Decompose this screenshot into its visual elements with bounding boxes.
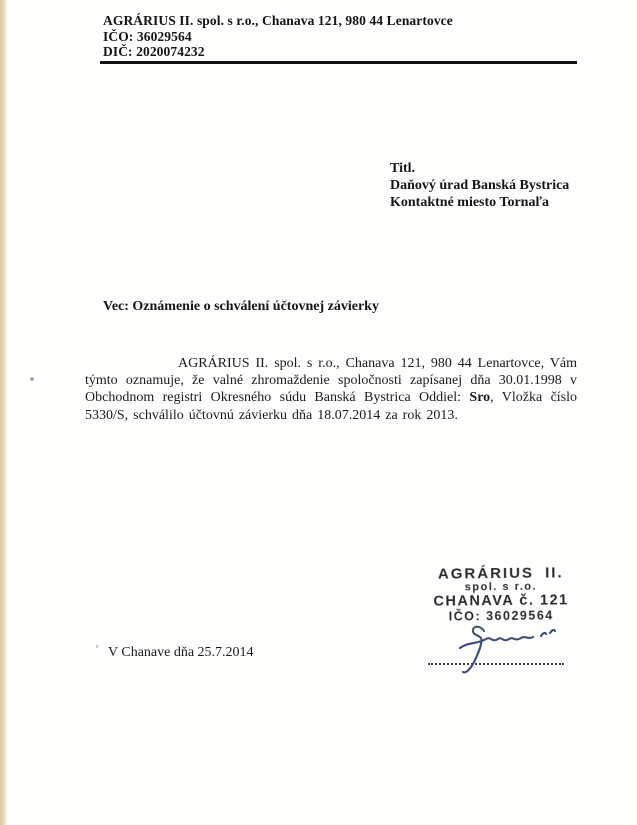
body-text-bold: Sro	[469, 390, 491, 406]
signature-area	[428, 622, 564, 677]
stamp-company-form: spol. s r.o.	[464, 580, 538, 594]
scan-paper-edge	[0, 0, 7, 825]
subject-line: Vec: Oznámenie o schválení účtovnej závierky	[103, 299, 379, 314]
sender-header	[103, 13, 453, 60]
recipient-office: Daňový úrad Banská Bystrica	[390, 178, 570, 193]
body-paragraph	[85, 355, 577, 424]
stamp-company-name: AGRÁRIUS II.	[437, 564, 564, 583]
scan-speck	[96, 645, 98, 648]
body-text-after: , Vložka číslo 5330/S, schválilo účtovnú závierku dňa 18.07.2014 za rok 2013.	[85, 390, 578, 423]
handwritten-signature	[438, 622, 563, 677]
sender-dic: DIČ: 2020074232	[103, 44, 205, 59]
recipient-titl: Titl.	[390, 161, 416, 176]
recipient-address	[390, 160, 569, 211]
body-text-before: AGRÁRIUS II. spol. s r.o., Chanava 121, 980 44 Lenartovce, Vám týmto oznamuje, že valné zhromaždenie spoločnosti zapísanej dňa 30.01.1998 v Obchodnom registri Okresného súdu Banská Bystrica Oddiel:	[85, 356, 577, 406]
company-rubber-stamp	[426, 565, 577, 624]
scan-speck	[30, 377, 34, 381]
recipient-branch: Kontaktné miesto Tornaľa	[390, 195, 550, 210]
header-divider-rule	[100, 61, 577, 64]
stamp-address: CHANAVA č. 121	[433, 592, 569, 610]
stamp-ico: IČO: 36029564	[448, 608, 554, 624]
sender-ico: IČO: 36029564	[103, 28, 192, 44]
place-date-line: V Chanave dňa 25.7.2014	[108, 645, 254, 660]
sender-name-address: AGRÁRIUS II. spol. s r.o., Chanava 121, 980 44 Lenartovce	[103, 13, 453, 28]
